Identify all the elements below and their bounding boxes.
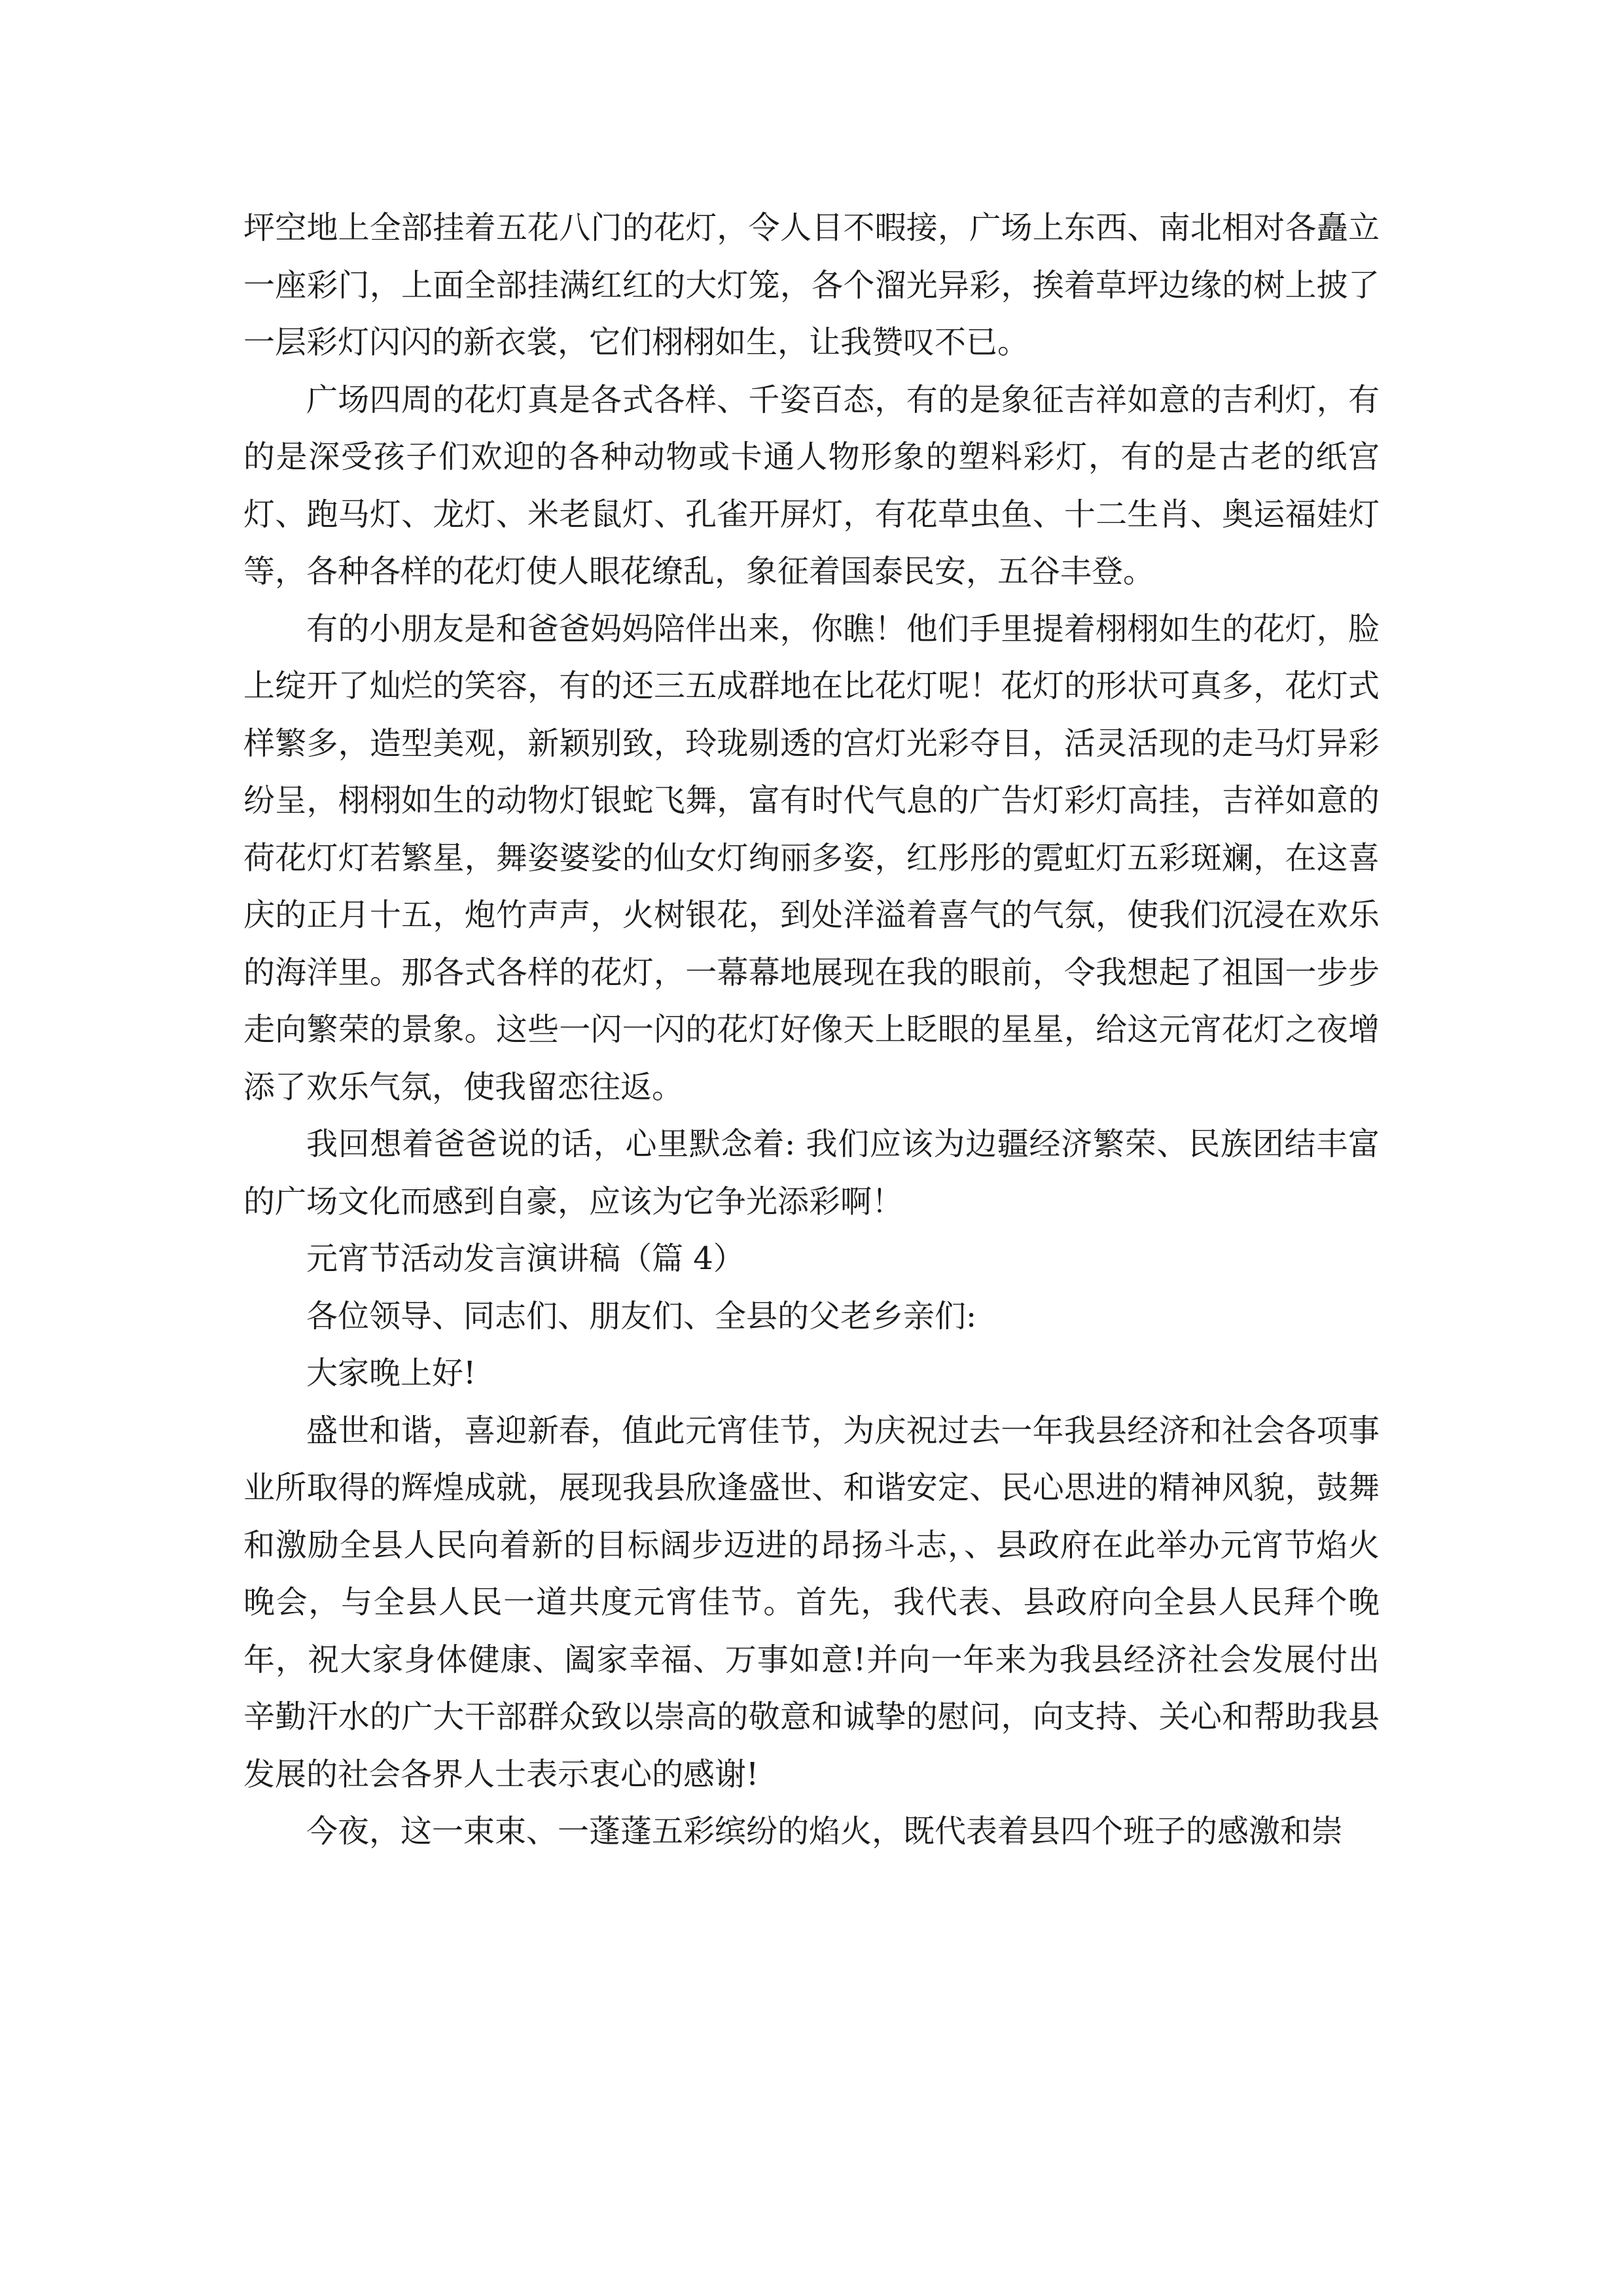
paragraph: 盛世和谐，喜迎新春，值此元宵佳节，为庆祝过去一年我县经济和社会各项事业所取得的辉煌成就，展现我县欣逢盛世、和谐安定、民心思进的精神风貌，鼓舞和激励全县人民向着新的目标阔步迈进的昂扬斗志，、县政府在此举办元宵节焰火晚会，与全县人民一道共度元宵佳节。首先，我代表、县政府向全县人民拜个晚年，祝大家身体健康、阖家幸福、万事如意!并向一年来为我县经济社会发展付出辛勤汗水的广大干部群众致以崇高的敬意和诚挚的慰问，向支持、关心和帮助我县发展的社会各界人士表示衷心的感谢! [243, 1412, 1380, 1793]
paragraph: 今夜，这一束束、一蓬蓬五彩缤纷的焰火，既代表着县四个班子的感激和崇 [306, 1813, 1344, 1850]
paragraph-continuation: 坪空地上全部挂着五花八门的花灯，令人目不暇接，广场上东西、南北相对各矗立一座彩门，上面全部挂满红红的大灯笼，各个溜光异彩，挨着草坪边缘的树上披了一层彩灯闪闪的新衣裳，它们栩栩如生，让我赞叹不已。 [243, 209, 1380, 361]
paragraph: 有的小朋友是和爸爸妈妈陪伴出来，你瞧！他们手里提着栩栩如生的花灯，脸上绽开了灿烂的笑容，有的还三五成群地在比花灯呢！花灯的形状可真多，花灯式样繁多，造型美观，新颖别致，玲珑剔透的宫灯光彩夺目，活灵活现的走马灯异彩纷呈，栩栩如生的动物灯银蛇飞舞，富有时代气息的广告灯彩灯高挂，吉祥如意的荷花灯灯若繁星，舞姿婆娑的仙女灯绚丽多姿，红彤彤的霓虹灯五彩斑斓，在这喜庆的正月十五，炮竹声声，火树银花，到处洋溢着喜气的气氛，使我们沉浸在欢乐的海洋里。那各式各样的花灯，一幕幕地展现在我的眼前，令我想起了祖国一步步走向繁荣的景象。这些一闪一闪的花灯好像天上眨眼的星星，给这元宵花灯之夜增添了欢乐气氛，使我留恋往返。 [243, 610, 1380, 1105]
document-body [243, 200, 1380, 1861]
greeting: 大家晚上好! [306, 1355, 476, 1391]
paragraph: 广场四周的花灯真是各式各样、千姿百态，有的是象征吉祥如意的吉利灯，有的是深受孩子们欢迎的各种动物或卡通人物形象的塑料彩灯，有的是古老的纸宫灯、跑马灯、龙灯、米老鼠灯、孔雀开屏灯，有花草虫鱼、十二生肖、奥运福娃灯等，各种各样的花灯使人眼花缭乱，象征着国泰民安，五谷丰登。 [243, 381, 1380, 590]
section-heading: 元宵节活动发言演讲稿（篇 4） [306, 1240, 745, 1277]
paragraph: 我回想着爸爸说的话，心里默念着: 我们应该为边疆经济繁荣、民族团结丰富的广场文化而感到自豪，应该为它争光添彩啊！ [243, 1126, 1380, 1220]
salutation: 各位领导、同志们、朋友们、全县的父老乡亲们: [306, 1297, 977, 1335]
